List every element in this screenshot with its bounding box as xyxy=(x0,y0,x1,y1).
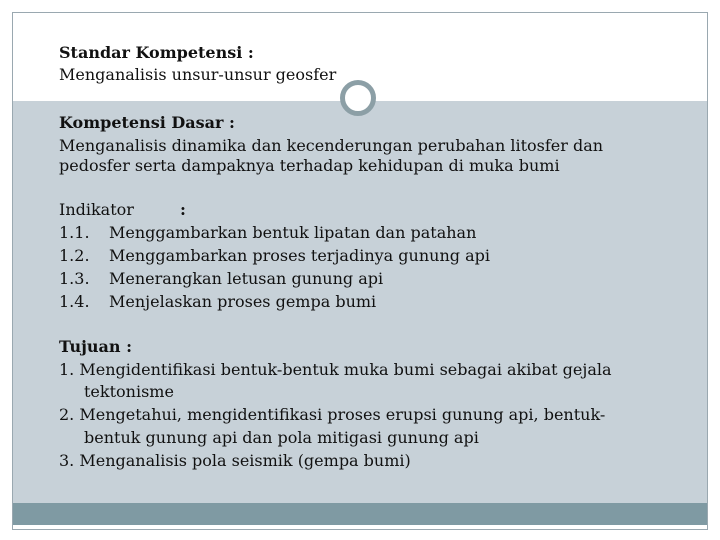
indikator-item-text: Menerangkan letusan gunung api xyxy=(109,269,384,288)
standar-kompetensi-heading: Standar Kompetensi : xyxy=(59,43,254,62)
kompetensi-dasar-line-2: pedosfer serta dampaknya terhadap kehidupan di muka bumi xyxy=(59,156,560,175)
footer-bar xyxy=(13,503,707,525)
indikator-item xyxy=(59,268,383,290)
standar-kompetensi-text: Menganalisis unsur-unsur geosfer xyxy=(59,65,337,84)
kompetensi-dasar-line-1: Menganalisis dinamika dan kecenderungan perubahan litosfer dan xyxy=(59,136,604,155)
tujuan-line-2: tektonisme xyxy=(84,382,174,401)
indikator-item xyxy=(59,291,376,313)
indikator-item-text: Menjelaskan proses gempa bumi xyxy=(109,292,377,311)
tujuan-heading: Tujuan : xyxy=(59,337,132,356)
circle-ornament-icon xyxy=(340,80,376,116)
indikator-item-text: Menggambarkan bentuk lipatan dan patahan xyxy=(109,223,477,242)
indikator-heading: Indikator xyxy=(59,200,134,219)
kompetensi-dasar-heading: Kompetensi Dasar : xyxy=(59,113,235,132)
indikator-item-number: 1.4. xyxy=(59,292,90,311)
tujuan-line-3: 2. Mengetahui, mengidentifikasi proses erupsi gunung api, bentuk- xyxy=(59,405,606,424)
indikator-colon: : xyxy=(180,200,186,219)
indikator-item-number: 1.1. xyxy=(59,223,90,242)
indikator-item xyxy=(59,222,476,244)
tujuan-line-4: bentuk gunung api dan pola mitigasi gunung api xyxy=(84,428,479,447)
indikator-item xyxy=(59,245,490,267)
tujuan-line-5: 3. Menganalisis pola seismik (gempa bumi) xyxy=(59,451,411,470)
indikator-item-text: Menggambarkan proses terjadinya gunung api xyxy=(109,246,490,265)
indikator-item-number: 1.2. xyxy=(59,246,90,265)
indikator-item-number: 1.3. xyxy=(59,269,90,288)
tujuan-line-1: 1. Mengidentifikasi bentuk-bentuk muka bumi sebagai akibat gejala xyxy=(59,360,612,379)
